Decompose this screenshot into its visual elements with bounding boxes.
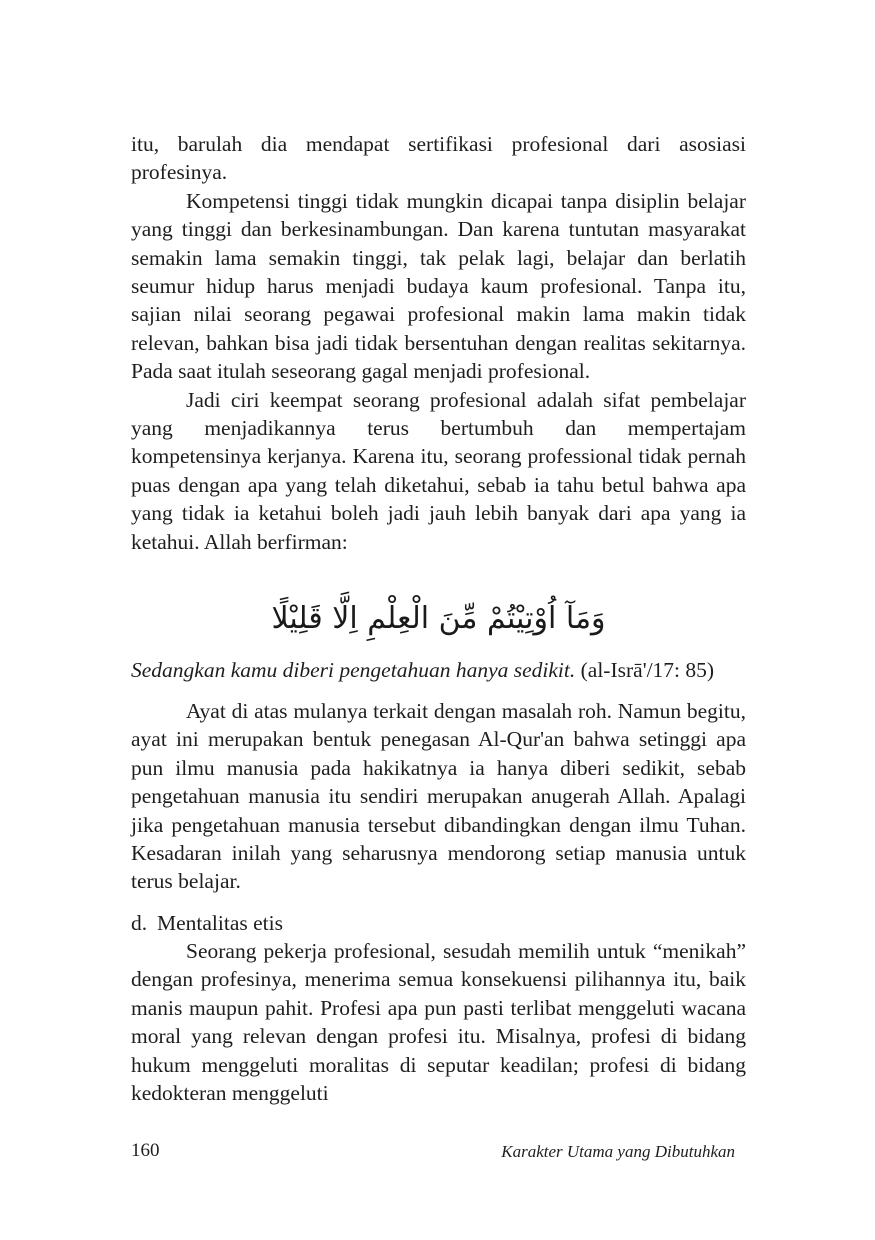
- quran-verse-arabic: وَمَآ اُوْتِيْتُمْ مِّنَ الْعِلْمِ اِلَّا قَلِيْلًا: [271, 601, 606, 636]
- page-number: 160: [131, 1140, 160, 1161]
- verse-translation-text: Sedangkan kamu diberi pengetahuan hanya sedikit.: [131, 658, 576, 682]
- text-block-lower: [131, 937, 746, 1107]
- paragraph-ciri-keempat: Jadi ciri keempat seorang profesional adalah sifat pembelajar yang menjadikannya terus bertumbuh dan mempertajam kompetensinya kerjanya. Karena itu, seorang professional tidak pernah puas dengan apa yang telah diketahui, sebab ia tahu betul bahwa apa yang tidak ia ketahui boleh jadi jauh lebih banyak dari apa yang ia ketahui. Allah berfirman:: [131, 387, 746, 554]
- section-title: Mentalitas etis: [157, 911, 283, 935]
- verse-translation: [131, 656, 746, 684]
- paragraph-continuation: itu, barulah dia mendapat sertifikasi profesional dari asosiasi profesinya.: [131, 132, 746, 185]
- running-footer-title: Karakter Utama yang Dibutuhkan: [501, 1142, 735, 1161]
- verse-reference: (al-Isrā'/17: 85): [580, 658, 715, 682]
- text-block-upper: [131, 130, 746, 556]
- paragraph-ayat-di-atas: Ayat di atas mulanya terkait dengan masalah roh. Namun begitu, ayat ini merupakan bentuk penegasan Al-Qur'an bahwa setinggi apa pun ilmu manusia pada hakikatnya ia hanya diberi sedikit, sebab pengetahuan manusia itu sendiri merupakan anugerah Allah. Apalagi jika pengetahuan manusia tersebut dibandingkan dengan ilmu Tuhan. Kesadaran inilah yang seharusnya mendorong setiap manusia untuk terus belajar.: [131, 699, 746, 894]
- section-heading-d: [131, 909, 746, 937]
- paragraph-pekerja-profesional: Seorang pekerja profesional, sesudah memilih untuk “menikah” dengan profesinya, menerima semua konsekuensi pilihannya itu, baik manis maupun pahit. Profesi apa pun pasti terlibat menggeluti wacana moral yang relevan dengan profesi itu. Misalnya, profesi di bidang hukum menggeluti moralitas di seputar keadilan; profesi di bidang kedokteran menggeluti: [131, 939, 746, 1106]
- paragraph-kompetensi: Kompetensi tinggi tidak mungkin dicapai tanpa disiplin belajar yang tinggi dan berkesinambungan. Dan karena tuntutan masyarakat semakin lama semakin tinggi, tak pelak lagi, belajar dan berlatih seumur hidup harus menjadi budaya kaum profesional. Tanpa itu, sajian nilai seorang pegawai profesional makin lama makin tidak relevan, bahkan bisa jadi tidak bersentuhan dengan realitas sekitarnya. Pada saat itulah seseorang gagal menjadi profesional.: [131, 188, 746, 384]
- section-marker: d.: [131, 911, 148, 935]
- text-block-middle: [131, 697, 746, 896]
